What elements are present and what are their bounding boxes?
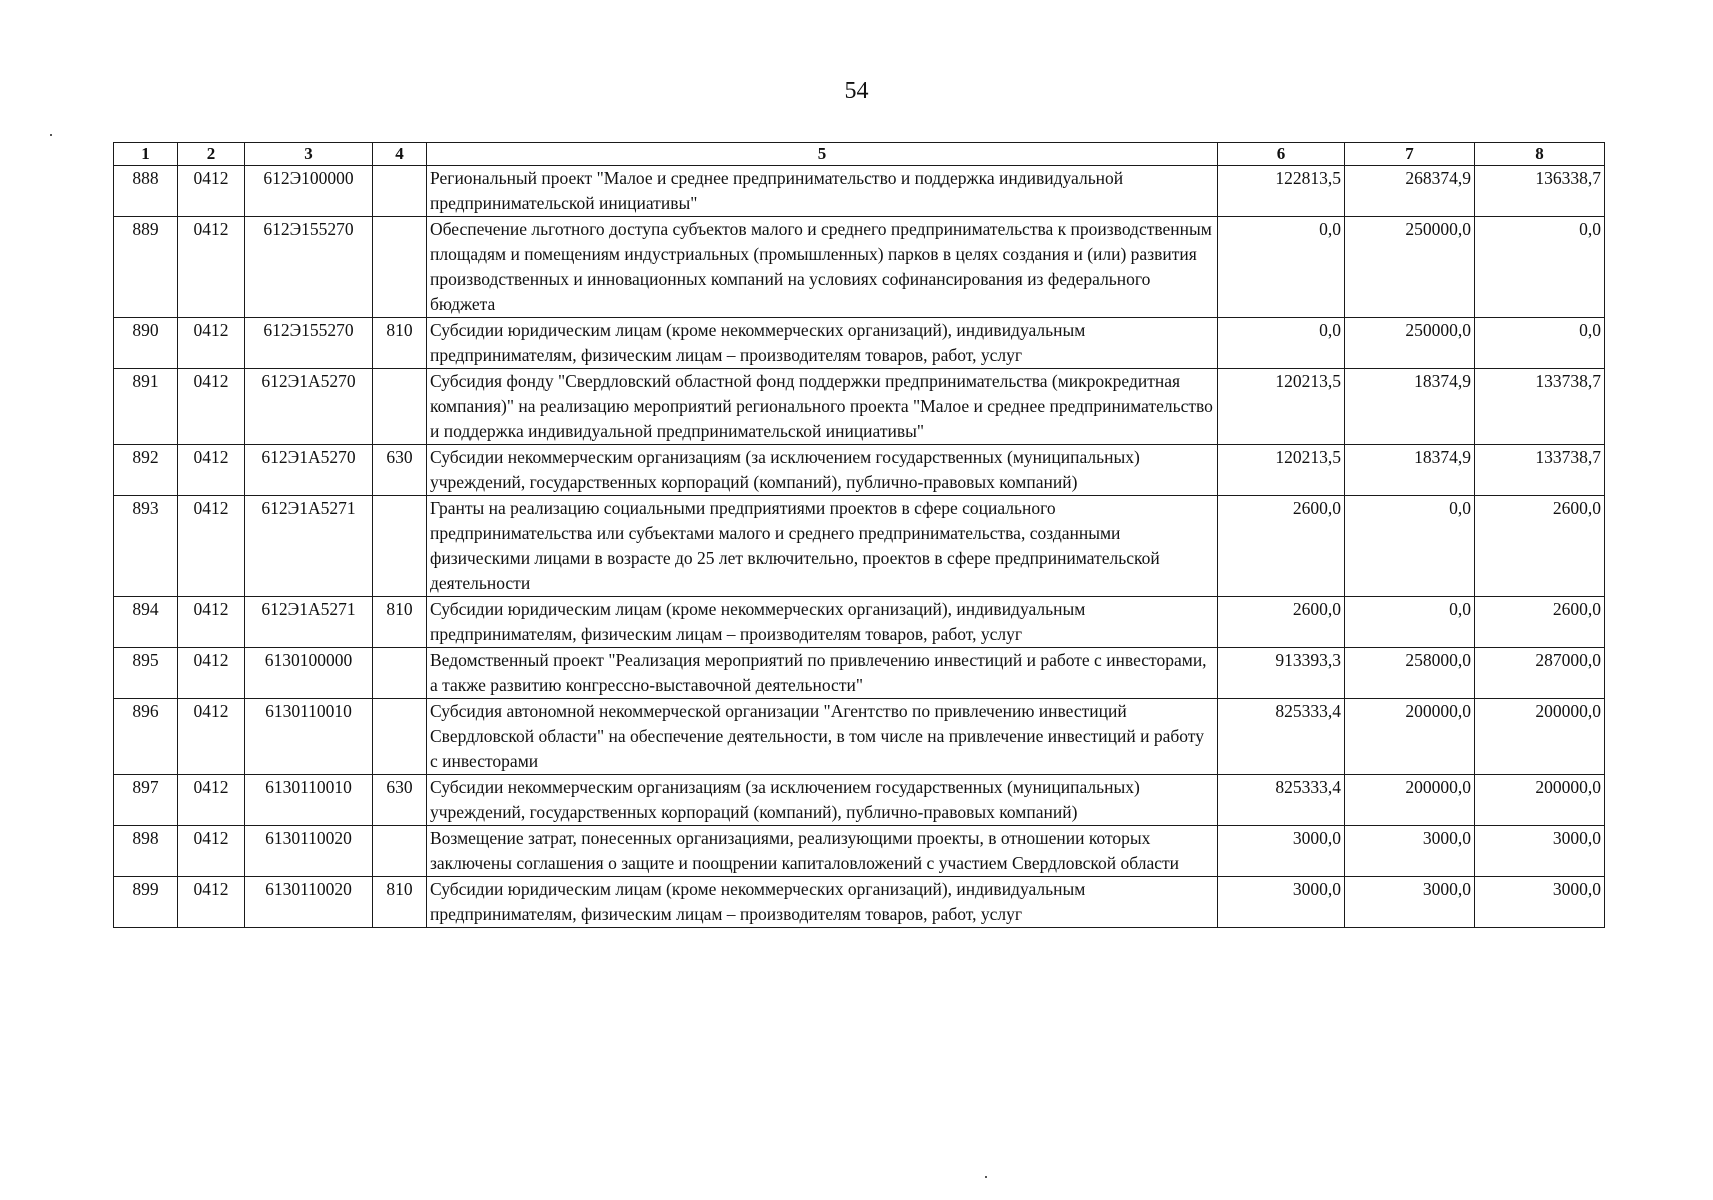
amount-col-7: 200000,0 <box>1345 699 1475 775</box>
amount-col-8: 287000,0 <box>1475 648 1605 699</box>
row-number: 889 <box>114 217 178 318</box>
row-description: Субсидии некоммерческим организациям (за исключением государственных (муниципальных) учреждений, государственных корпораций (компаний), публично-правовых компаний) <box>427 445 1218 496</box>
column-header: 2 <box>178 143 245 166</box>
target-article-code: 612Э1А5271 <box>245 597 373 648</box>
row-description: Возмещение затрат, понесенных организациями, реализующими проекты, в отношении которых заключены соглашения о защите и поощрении капиталовложений с участием Свердловской области <box>427 826 1218 877</box>
target-article-code: 612Э100000 <box>245 166 373 217</box>
amount-col-7: 3000,0 <box>1345 877 1475 928</box>
amount-col-6: 3000,0 <box>1218 826 1345 877</box>
budget-table <box>113 142 1605 928</box>
amount-col-8: 200000,0 <box>1475 775 1605 826</box>
column-header: 6 <box>1218 143 1345 166</box>
amount-col-6: 120213,5 <box>1218 369 1345 445</box>
row-description: Субсидия фонду "Свердловский областной фонд поддержки предпринимательства (микрокредитная компания)" на реализацию мероприятий регионального проекта "Малое и среднее предпринимательство и поддержка индивидуальной предпринимательской инициативы" <box>427 369 1218 445</box>
column-header: 1 <box>114 143 178 166</box>
table-row <box>114 496 1605 597</box>
section-code: 0412 <box>178 877 245 928</box>
target-article-code: 612Э1А5270 <box>245 369 373 445</box>
row-description: Ведомственный проект "Реализация мероприятий по привлечению инвестиций и работе с инвесторами, а также развитию конгрессно-выставочной деятельности" <box>427 648 1218 699</box>
expense-type-code <box>373 648 427 699</box>
amount-col-8: 133738,7 <box>1475 445 1605 496</box>
row-description: Субсидии юридическим лицам (кроме некоммерческих организаций), индивидуальным предпринимателям, физическим лицам – производителям товаров, работ, услуг <box>427 597 1218 648</box>
target-article-code: 6130110010 <box>245 699 373 775</box>
table-row <box>114 318 1605 369</box>
amount-col-6: 825333,4 <box>1218 699 1345 775</box>
row-description: Субсидии юридическим лицам (кроме некоммерческих организаций), индивидуальным предпринимателям, физическим лицам – производителям товаров, работ, услуг <box>427 318 1218 369</box>
column-header: 3 <box>245 143 373 166</box>
table-row <box>114 369 1605 445</box>
amount-col-7: 18374,9 <box>1345 445 1475 496</box>
amount-col-7: 0,0 <box>1345 597 1475 648</box>
table-row <box>114 597 1605 648</box>
row-description: Гранты на реализацию социальными предприятиями проектов в сфере социального предпринимательства или субъектами малого и среднего предпринимательства, созданными физическими лицами в возрасте до 25 лет включительно, проектов в сфере предпринимательской деятельности <box>427 496 1218 597</box>
amount-col-8: 2600,0 <box>1475 597 1605 648</box>
row-number: 899 <box>114 877 178 928</box>
amount-col-7: 250000,0 <box>1345 217 1475 318</box>
column-header: 4 <box>373 143 427 166</box>
expense-type-code <box>373 369 427 445</box>
amount-col-8: 133738,7 <box>1475 369 1605 445</box>
target-article-code: 6130110020 <box>245 877 373 928</box>
expense-type-code: 630 <box>373 445 427 496</box>
table-row <box>114 648 1605 699</box>
expense-type-code: 630 <box>373 775 427 826</box>
row-description: Субсидии некоммерческим организациям (за исключением государственных (муниципальных) учреждений, государственных корпораций (компаний), публично-правовых компаний) <box>427 775 1218 826</box>
table-header-row <box>114 143 1605 166</box>
amount-col-6: 0,0 <box>1218 318 1345 369</box>
amount-col-7: 18374,9 <box>1345 369 1475 445</box>
target-article-code: 6130110020 <box>245 826 373 877</box>
row-description: Субсидии юридическим лицам (кроме некоммерческих организаций), индивидуальным предпринимателям, физическим лицам – производителям товаров, работ, услуг <box>427 877 1218 928</box>
scan-speck <box>50 134 52 136</box>
section-code: 0412 <box>178 826 245 877</box>
section-code: 0412 <box>178 648 245 699</box>
amount-col-6: 120213,5 <box>1218 445 1345 496</box>
row-description: Региональный проект "Малое и среднее предпринимательство и поддержка индивидуальной предпринимательской инициативы" <box>427 166 1218 217</box>
amount-col-8: 200000,0 <box>1475 699 1605 775</box>
table-row <box>114 699 1605 775</box>
expense-type-code: 810 <box>373 318 427 369</box>
table-body <box>114 166 1605 928</box>
table-row <box>114 826 1605 877</box>
table-row <box>114 166 1605 217</box>
amount-col-8: 3000,0 <box>1475 877 1605 928</box>
section-code: 0412 <box>178 496 245 597</box>
amount-col-6: 825333,4 <box>1218 775 1345 826</box>
amount-col-8: 0,0 <box>1475 217 1605 318</box>
row-number: 898 <box>114 826 178 877</box>
amount-col-6: 0,0 <box>1218 217 1345 318</box>
amount-col-7: 200000,0 <box>1345 775 1475 826</box>
row-number: 897 <box>114 775 178 826</box>
target-article-code: 6130100000 <box>245 648 373 699</box>
amount-col-6: 913393,3 <box>1218 648 1345 699</box>
section-code: 0412 <box>178 217 245 318</box>
amount-col-7: 268374,9 <box>1345 166 1475 217</box>
target-article-code: 612Э1А5271 <box>245 496 373 597</box>
expense-type-code <box>373 699 427 775</box>
section-code: 0412 <box>178 369 245 445</box>
row-number: 896 <box>114 699 178 775</box>
table-row <box>114 877 1605 928</box>
table-row <box>114 217 1605 318</box>
row-description: Обеспечение льготного доступа субъектов малого и среднего предпринимательства к производственным площадям и помещениям индустриальных (промышленных) парков в целях создания и (или) развития производственных и инновационных компаний на условиях софинансирования из федерального бюджета <box>427 217 1218 318</box>
page-number: 54 <box>844 78 869 104</box>
section-code: 0412 <box>178 445 245 496</box>
row-description: Субсидия автономной некоммерческой организации "Агентство по привлечению инвестиций Свердловской области" на обеспечение деятельности, в том числе на привлечение инвестиций и работу с инвесторами <box>427 699 1218 775</box>
section-code: 0412 <box>178 318 245 369</box>
table-row <box>114 775 1605 826</box>
section-code: 0412 <box>178 166 245 217</box>
target-article-code: 612Э155270 <box>245 318 373 369</box>
row-number: 894 <box>114 597 178 648</box>
expense-type-code: 810 <box>373 877 427 928</box>
amount-col-6: 122813,5 <box>1218 166 1345 217</box>
row-number: 888 <box>114 166 178 217</box>
amount-col-6: 2600,0 <box>1218 597 1345 648</box>
column-header: 7 <box>1345 143 1475 166</box>
amount-col-7: 258000,0 <box>1345 648 1475 699</box>
amount-col-8: 0,0 <box>1475 318 1605 369</box>
amount-col-7: 3000,0 <box>1345 826 1475 877</box>
table-row <box>114 445 1605 496</box>
row-number: 893 <box>114 496 178 597</box>
column-header: 5 <box>427 143 1218 166</box>
row-number: 895 <box>114 648 178 699</box>
row-number: 892 <box>114 445 178 496</box>
amount-col-7: 250000,0 <box>1345 318 1475 369</box>
target-article-code: 612Э155270 <box>245 217 373 318</box>
expense-type-code <box>373 826 427 877</box>
column-header: 8 <box>1475 143 1605 166</box>
scan-speck <box>985 1176 987 1178</box>
row-number: 890 <box>114 318 178 369</box>
section-code: 0412 <box>178 699 245 775</box>
row-number: 891 <box>114 369 178 445</box>
expense-type-code <box>373 217 427 318</box>
section-code: 0412 <box>178 775 245 826</box>
target-article-code: 6130110010 <box>245 775 373 826</box>
amount-col-7: 0,0 <box>1345 496 1475 597</box>
amount-col-6: 3000,0 <box>1218 877 1345 928</box>
section-code: 0412 <box>178 597 245 648</box>
target-article-code: 612Э1А5270 <box>245 445 373 496</box>
amount-col-8: 136338,7 <box>1475 166 1605 217</box>
amount-col-8: 3000,0 <box>1475 826 1605 877</box>
amount-col-8: 2600,0 <box>1475 496 1605 597</box>
expense-type-code <box>373 166 427 217</box>
expense-type-code: 810 <box>373 597 427 648</box>
expense-type-code <box>373 496 427 597</box>
amount-col-6: 2600,0 <box>1218 496 1345 597</box>
